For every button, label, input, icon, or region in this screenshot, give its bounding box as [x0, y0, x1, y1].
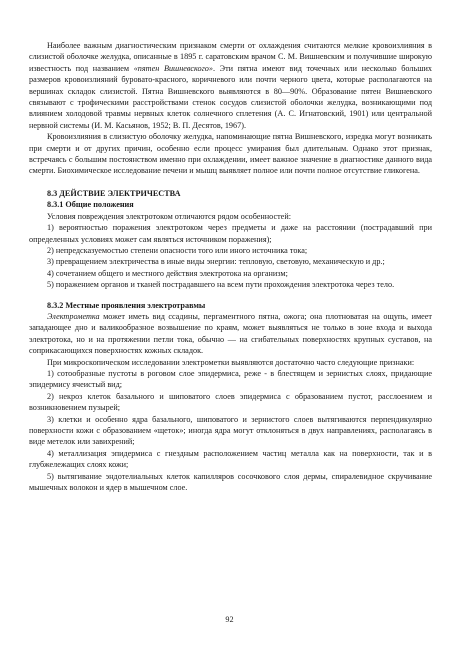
paragraph-vishnevsky-spots — [29, 40, 432, 131]
list-item: 5) вытягивание эндотелиальных клеток капилляров сосочкового слоя дермы, спиралевидное скручивание мышечных волокон и ядер в мышечном слое. — [29, 471, 432, 493]
subsection-heading: 8.3.1 Общие положения — [47, 200, 134, 210]
page-body — [29, 40, 432, 493]
list-item: 1) вероятностью поражения электротоком через предметы и даже на расстоянии (пострадавший при определенных условиях может сам являться источником поражения); — [29, 223, 432, 244]
list-item: 1) сотообразные пустоты в роговом слое эпидермиса, реже - в блестящем и зернистых слоях, придающие эпидермису ячеистый вид; — [29, 368, 432, 390]
text-run: Наиболее важным диагностическим признаком смерти от охлаждения считаются мелкие кровоизлияния в слизистой оболочке желудка, описанные в 1895 г. саратовским врачом С. М. Вишневским и получившие широкую известность под названием — [29, 41, 432, 73]
subsection-heading: 8.3.2 Местные проявления электротравмы — [47, 300, 206, 310]
list-item: 4) металлизация эпидермиса с гнездным расположением частиц металла как на поверхности, так и в глубжележащих слоях кожи; — [29, 448, 432, 470]
paragraph-electromark — [29, 311, 432, 357]
list-item: 2) некроз клеток базального и шиповатого слоев эпидермиса с образованием пустот, расслоением и возникновением пузырей; — [29, 391, 432, 413]
list-item: 2) непредсказуемостью степени опасности того или иного источника тока; — [47, 245, 308, 255]
page-number: 92 — [225, 615, 234, 624]
list-item: 5) поражением органов и тканей пострадавшего на всем пути прохождения электротока через тело. — [47, 280, 395, 290]
list-item: 3) превращением электричества в иные виды энергии: тепловую, световую, механическую и др.; — [47, 257, 385, 267]
italic-term: «пятен Вишневского» — [133, 63, 213, 73]
list-item: 3) клетки и особенно ядра базального, шиповатого и зернистого слоев вытягиваются перпендикулярно поверхности кожи с образованием «щеток»; иногда ядра могут отклоняться в двух направлениях, располагаясь в виде метелок или завихрений; — [29, 414, 432, 447]
paragraph-intro: Условия повреждения электротоком отличаются рядом особенностей: — [47, 211, 291, 221]
italic-term: Электрометка — [47, 311, 100, 321]
section-heading: 8.3 ДЕЙСТВИЕ ЭЛЕКТРИЧЕСТВА — [47, 188, 181, 198]
paragraph-microscopy: При микроскопическом исследовании электрометки выявляются достаточно часто следующие признаки: — [47, 357, 415, 367]
text-run: . Эти пятна имеют вид точечных или несколько больших размеров кровоизлияний буровато-красного, коричневого или почти черного цвета, которые располагаются на вершинах складок слизистой. Пятна Вишневского выявляются в 80—90%. Образование пятен Вишневского связывают с трофическими расстройствами стенок сосудов слизистой оболочки желудка, возникающими под влиянием холодовой травмы нервных клеток солнечного сплетения (А. С. Игнатовский, 1901) или центральной нервной системы (И. М. Касьянов, 1952; В. П. Десятов, 1967). — [29, 63, 432, 130]
list-item: 4) сочетанием общего и местного действия электротока на организм; — [47, 268, 288, 278]
paragraph-hemorrhages: Кровоизлияния в слизистую оболочку желудка, напоминающие пятна Вишневского, изредка могут возникать при смерти и от других причин, особенно если процесс умирания был длительным. Однако этот признак, встречаясь с большим постоянством именно при охлаждении, имеет важное значение в диагностике данного вида смерти. Биохимическое исследование печени и мышц выявляет полное или почти полное отсутствие гликогена. — [29, 132, 432, 176]
text-run: может иметь вид ссадины, пергаментного пятна, ожога; она плотноватая на ощупь, имеет западающее дно и валикообразное возвышение по краям, может выявляться не только в зоне входа и выхода электротока, но и на протяжении петли тока, обычно — на сгибательных поверхностях крупных суставов, на соприкасающихся поверхностях кожных складок. — [29, 311, 432, 356]
